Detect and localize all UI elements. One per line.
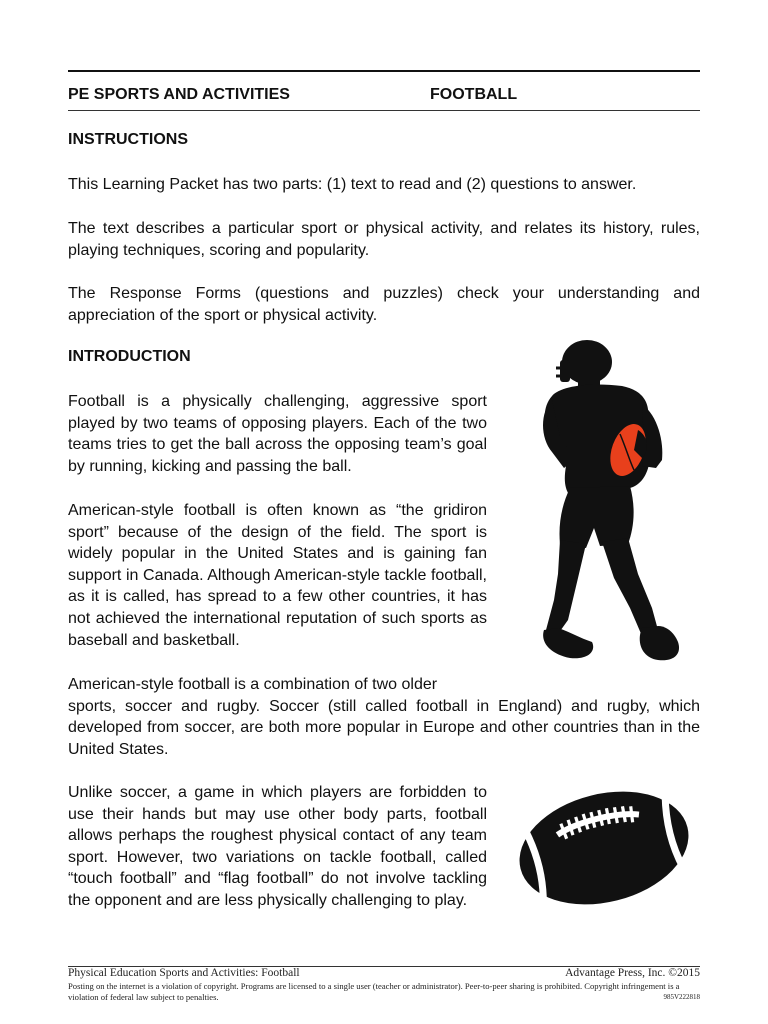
header-bottom-rule (68, 110, 700, 111)
instructions-paragraph-2: The text describes a particular sport or physical activity, and relates its history, rules, playing techniques, scoring and popularity. (68, 220, 700, 259)
footer-title: Physical Education Sports and Activities: Football (68, 967, 300, 979)
introduction-paragraph-1: Football is a physically challenging, aggressive sport played by two teams of opposing players. Each of the two teams tries to get the ball across the opposing team’s goal by running, kicking and passing the ball. (68, 393, 487, 475)
instructions-paragraph-1: This Learning Packet has two parts: (1) text to read and (2) questions to answer. (68, 176, 637, 193)
header-topic-title: FOOTBALL (430, 86, 518, 103)
page-header (68, 86, 700, 110)
header-top-rule (68, 70, 700, 72)
football-player-silhouette (530, 338, 690, 668)
introduction-paragraph-4: Unlike soccer, a game in which players are forbidden to use their hands but may use other body parts, football allows perhaps the roughest physical contact of any team sport. However, two variations on tackle football, called “touch football” and “flag football” do not involve tackling the opponent and are less physically challenging to play. (68, 784, 487, 909)
header-series-title: PE SPORTS AND ACTIVITIES (68, 86, 290, 103)
introduction-paragraph-2: American-style football is often known as “the gridiron sport” because of the design of the field. The sport is widely popular in the United States and is gaining fan support in Canada. Although American-style tackle football, as it is called, has spread to a few other countries, it has not achieved the international reputation of such sports as baseball and basketball. (68, 502, 487, 649)
introduction-heading: INTRODUCTION (68, 348, 191, 365)
instructions-paragraph-3: The Response Forms (questions and puzzles) check your understanding and appreciation of the sport or physical activity. (68, 285, 700, 324)
football-icon (514, 778, 694, 918)
footer-copyright-notice: Posting on the internet is a violation of copyright. Programs are licensed to a single user (teacher or administrator). Peer-to-peer sharing is prohibited. Copyright infringement is a violation of federal law subject to penalties. (68, 981, 680, 1002)
introduction-paragraph-3-line-1: American-style football is a combination of two older (68, 676, 438, 693)
footer-product-code: 985V222818 (663, 993, 700, 1001)
footer-publisher: Advantage Press, Inc. ©2015 (565, 967, 700, 979)
introduction-paragraph-3-rest: sports, soccer and rugby. Soccer (still called football in England) and rugby, which developed from soccer, are both more popular in Europe and other countries than in the United States. (68, 697, 700, 758)
instructions-heading: INSTRUCTIONS (68, 131, 188, 148)
